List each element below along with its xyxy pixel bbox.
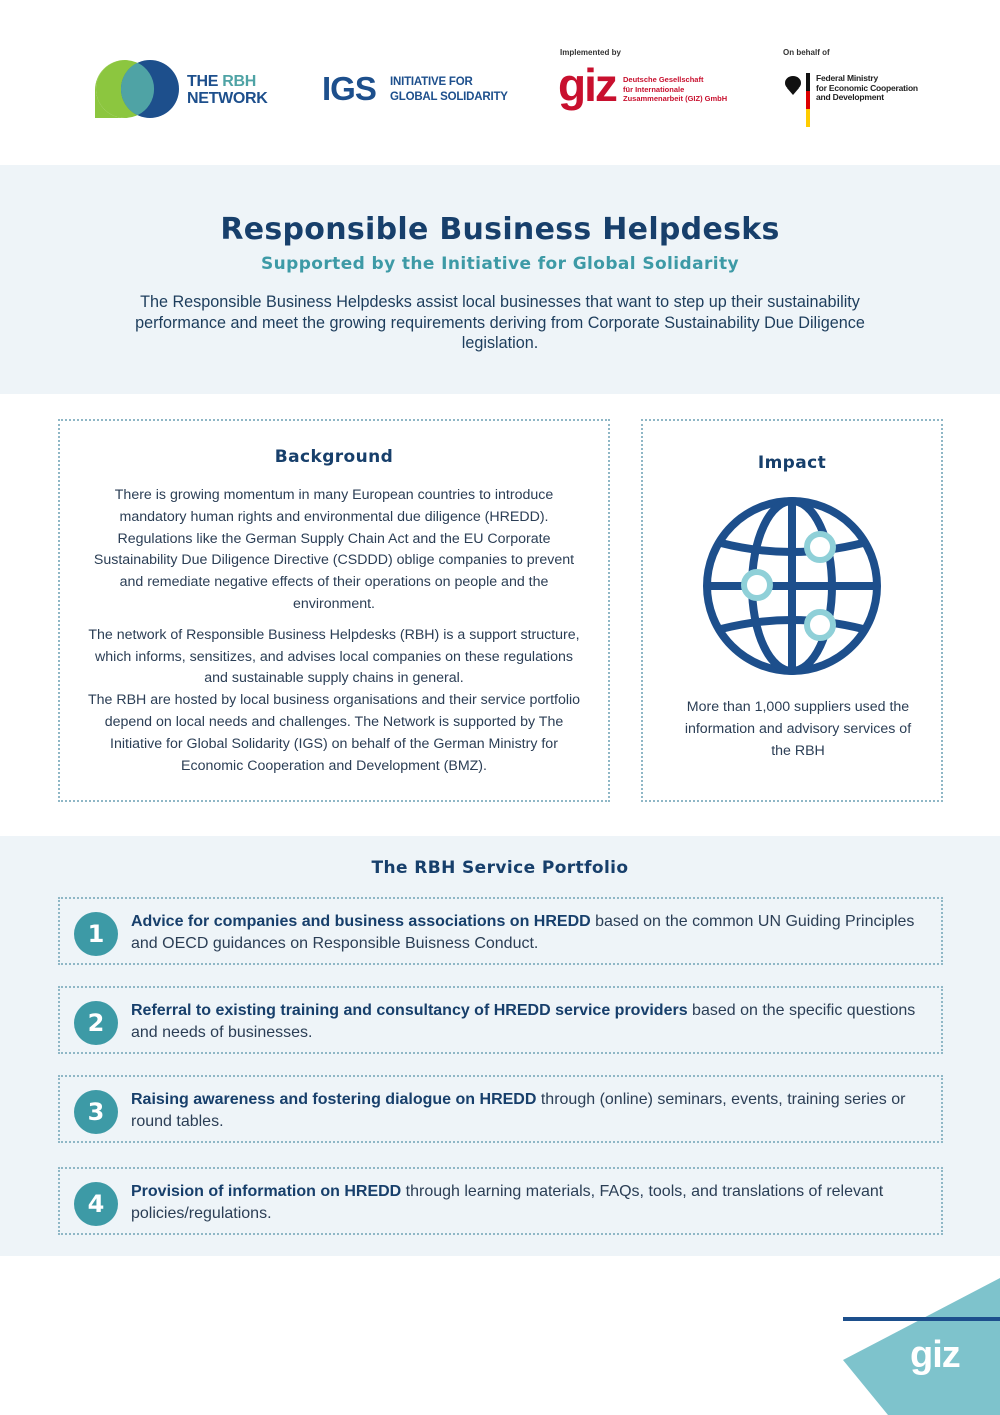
service-text: Advice for companies and business associations on HREDD based on the common UN Guiding Principles and OECD guidances on Responsible Buisness Conduct. [131, 913, 915, 952]
igs-logo [322, 72, 522, 106]
service-item [58, 1167, 943, 1235]
rbh-logo-text: THE RBH NETWORK [187, 73, 268, 107]
service-text: Raising awareness and fostering dialogue on HREDD through (online) seminars, events, training series or round tables. [131, 1091, 906, 1130]
giz-logo: giz [558, 59, 616, 111]
globe-icon [699, 493, 885, 679]
service-text: Referral to existing training and consultancy of HREDD service providers based on the specific questions and needs of businesses. [131, 1002, 916, 1041]
page-subtitle: Supported by the Initiative for Global Solidarity [261, 254, 739, 274]
rbh-circles-icon [95, 60, 185, 118]
rbh-network-logo [95, 60, 275, 118]
giz-description: Deutsche Gesellschaft für Internationale Zusammenarbeit (GIZ) GmbH [623, 75, 728, 103]
page-title: Responsible Business Helpdesks [220, 212, 780, 247]
igs-name: INITIATIVE FOR GLOBAL SOLIDARITY [390, 76, 508, 103]
background-heading: Background [274, 447, 394, 467]
footer-giz-logo: giz [910, 1334, 960, 1376]
implemented-by-label: Implemented by [560, 48, 621, 57]
background-box [58, 419, 610, 802]
service-number-badge: 1 [74, 912, 118, 956]
service-item [58, 897, 943, 965]
bmz-logo-block [782, 48, 932, 128]
impact-box [641, 419, 943, 802]
eagle-icon [783, 74, 803, 96]
giz-logo-block [558, 48, 748, 118]
on-behalf-of-label: On behalf of [783, 48, 830, 57]
background-text [86, 485, 582, 777]
service-item [58, 986, 943, 1054]
service-portfolio-section [0, 836, 1000, 1256]
footer-line [843, 1317, 1000, 1321]
impact-heading: Impact [757, 453, 827, 473]
header-logos [0, 0, 1000, 165]
intro-section [0, 165, 1000, 394]
igs-abbr: IGS [322, 70, 376, 107]
service-text: Provision of information on HREDD through learning materials, FAQs, tools, and translations of relevant policies/regulations. [131, 1183, 884, 1222]
bmz-name: Federal Ministry for Economic Cooperation and Development [816, 73, 918, 102]
background-paragraph-2: The network of Responsible Business Helpdesks (RBH) is a support structure, which informs, sensitizes, and advises local companies on these regulations and sustainable supply chains in general. [88, 626, 580, 687]
background-paragraph-3: The RBH are hosted by local business organisations and their service portfolio depend on local needs and challenges. The Network is supported by The Initiative for Global Solidarity (IGS) on behalf of the German Ministry for Economic Cooperation and Development (BMZ). [87, 692, 581, 774]
service-number-badge: 4 [74, 1182, 118, 1226]
service-item [58, 1075, 943, 1143]
background-paragraph-1: There is growing momentum in many European countries to introduce mandatory human rights and environmental due diligence (HREDD). Regulations like the German Supply Chain Act and the EU Corporate Sustainability Due Diligence Directive (CSDDD) oblige companies to prevent and remediate negative effects of their operations on people and the environment. [93, 487, 575, 612]
service-number-badge: 2 [74, 1001, 118, 1045]
german-flag-stripe [806, 73, 810, 127]
service-portfolio-heading: The RBH Service Portfolio [371, 858, 629, 878]
impact-text: More than 1,000 suppliers used the information and advisory services of the RBH [684, 699, 912, 759]
service-number-badge: 3 [74, 1090, 118, 1134]
intro-text: The Responsible Business Helpdesks assist local businesses that want to step up their sustainability performance and meet the growing requirements deriving from Corporate Sustainability Due Diligence legislation. [135, 293, 865, 352]
